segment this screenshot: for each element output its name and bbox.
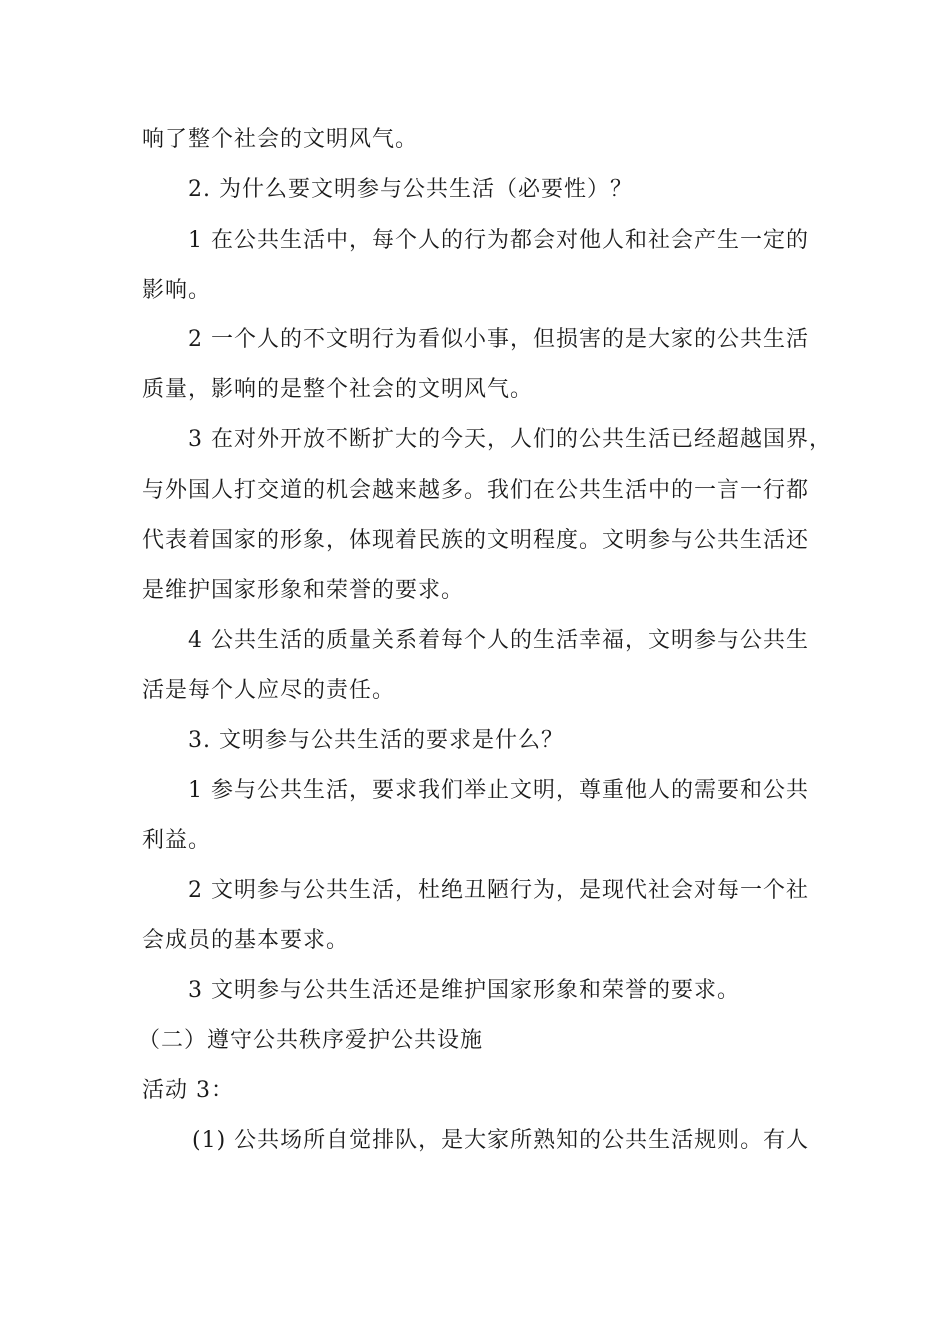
- section-heading: 2. 为什么要文明参与公共生活（必要性）？: [188, 177, 633, 202]
- text-line: 1 在公共生活中，每个人的行为都会对他人和社会产生一定的: [188, 228, 809, 253]
- text-line: 会成员的基本要求。: [142, 928, 350, 953]
- text-line: 影响。: [142, 278, 212, 303]
- text-line: 代表着国家的形象，体现着民族的文明程度。文明参与公共生活还: [142, 528, 810, 553]
- text-line: 3 文明参与公共生活还是维护国家形象和荣誉的要求。: [188, 978, 740, 1003]
- text-line: 利益。: [142, 828, 212, 853]
- text-line: 响了整个社会的文明风气。: [142, 127, 419, 152]
- text-line: 2 文明参与公共生活，杜绝丑陋行为，是现代社会对每一个社: [188, 878, 809, 903]
- text-line: (1) 公共场所自觉排队，是大家所熟知的公共生活规则。有人: [192, 1128, 810, 1153]
- text-line: 与外国人打交道的机会越来越多。我们在公共生活中的一言一行都: [142, 478, 810, 503]
- section-heading: （二）遵守公共秩序爱护公共设施: [138, 1028, 484, 1053]
- activity-label: 活动 3：: [142, 1078, 234, 1103]
- text-line: 2 一个人的不文明行为看似小事，但损害的是大家的公共生活: [188, 327, 809, 352]
- text-line: 1 参与公共生活，要求我们举止文明，尊重他人的需要和公共: [188, 778, 809, 803]
- text-line: 活是每个人应尽的责任。: [142, 678, 396, 703]
- text-line: 3 在对外开放不断扩大的今天，人们的公共生活已经超越国界，: [188, 427, 832, 452]
- section-heading: 3. 文明参与公共生活的要求是什么？: [188, 728, 564, 753]
- text-line: 质量，影响的是整个社会的文明风气。: [142, 377, 534, 402]
- text-line: 4 公共生活的质量关系着每个人的生活幸福，文明参与公共生: [188, 628, 809, 653]
- text-line: 是维护国家形象和荣誉的要求。: [142, 578, 465, 603]
